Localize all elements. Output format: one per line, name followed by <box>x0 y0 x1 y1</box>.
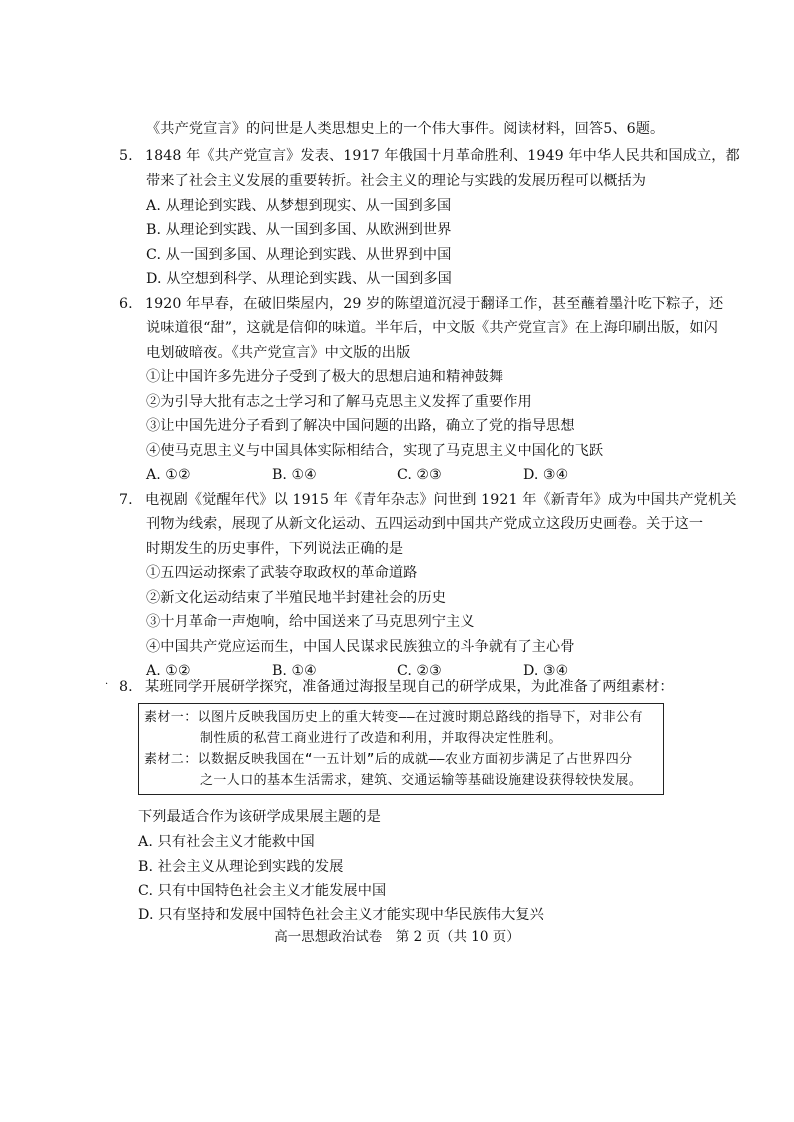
question-8-option-c: C. 只有中国特色社会主义才能发展中国 <box>138 883 387 899</box>
material-1-line-1: 素材一：以图片反映我国历史上的重大转变——在过渡时期总路线的指导下，对非公有 <box>144 710 643 725</box>
scan-dot: · <box>105 679 109 690</box>
question-5-stem-line-2: 带来了社会主义发展的重要转折。社会主义的理论与实践的发展历程可以概括为 <box>146 173 647 189</box>
question-8-option-a: A. 只有社会主义才能救中国 <box>138 834 315 850</box>
question-5-option-d: D. 从空想到科学、从理论到实践、从一国到多国 <box>146 271 452 287</box>
question-6-stem-line-1 <box>119 294 723 314</box>
question-6-stem-text-1: 1920 年早春，在破旧柴屋内，29 岁的陈望道沉浸于翻译工作，甚至蘸着墨汁吃下粽子，还 <box>145 296 724 312</box>
question-6-choice-a: A. ①② <box>146 467 191 483</box>
question-6-choice-d: D. ③④ <box>523 467 569 483</box>
material-1-line-2: 制性质的私营工商业进行了改造和利用，并取得决定性胜利。 <box>200 731 562 746</box>
question-8-stem-text: 某班同学开展研学探究，准备通过海报呈现自己的研学成果，为此准备了两组素材： <box>145 679 674 695</box>
question-7-statement-3: ③十月革命一声炮响，给中国送来了马克思列宁主义 <box>146 614 475 630</box>
question-6-stem-line-3: 电划破暗夜。《共产党宣言》中文版的出版 <box>146 345 411 361</box>
question-6-statement-3: ③让中国先进分子看到了解决中国问题的出路，确立了党的指导思想 <box>146 418 575 434</box>
question-6-statement-1: ①让中国许多先进分子受到了极大的思想启迪和精神鼓舞 <box>146 369 504 385</box>
material-box <box>138 703 664 795</box>
question-5-number: 5. <box>119 148 133 164</box>
question-8-stem <box>119 677 674 697</box>
question-5-stem-text-1: 1848 年《共产党宣言》发表、1917 年俄国十月革命胜利、1949 年中华人民共和国成立，都 <box>145 148 740 164</box>
question-6-statement-4: ④使马克思主义与中国具体实际相结合，实现了马克思主义中国化的飞跃 <box>146 443 604 459</box>
material-2-line-1: 素材二：以数据反映我国在“一五计划”后的成就——农业方面初步满足了占世界四分 <box>144 752 633 767</box>
question-7-statement-1: ①五四运动探索了武装夺取政权的革命道路 <box>146 565 418 581</box>
question-8-option-b: B. 社会主义从理论到实践的发展 <box>138 859 344 875</box>
material-2-line-2: 之一人口的基本生活需求，建筑、交通运输等基础设施建设获得较快发展。 <box>200 773 643 788</box>
question-6-stem-line-2: 说味道很“甜”，这就是信仰的味道。半年后，中文版《共产党宣言》在上海印刷出版，如闪 <box>146 320 718 336</box>
question-5-option-a: A. 从理论到实践、从梦想到现实、从一国到多国 <box>146 198 452 214</box>
question-6-statement-2: ②为引导大批有志之士学习和了解马克思主义发挥了重要作用 <box>146 394 532 410</box>
question-7-choice-b: B. ①④ <box>272 663 317 679</box>
question-5-stem-line-1 <box>119 146 740 166</box>
question-6-choice-b: B. ①④ <box>272 467 317 483</box>
question-7-stem-line-2: 刊物为线索，展现了从新文化运动、五四运动到中国共产党成立这段历史画卷。关于这一 <box>146 516 704 532</box>
question-7-stem-line-1 <box>119 490 737 510</box>
question-7-number: 7. <box>119 492 133 508</box>
page-footer: 高一思想政治试卷 第 2 页（共 10 页） <box>274 929 520 945</box>
question-7-choice-c: C. ②③ <box>397 663 442 679</box>
question-5-option-b: B. 从理论到实践、从一国到多国、从欧洲到世界 <box>146 222 452 238</box>
question-7-stem-text-1: 电视剧《觉醒年代》以 1915 年《青年杂志》问世到 1921 年《新青年》成为中国共产党机关 <box>145 492 737 508</box>
question-6-number: 6. <box>119 296 133 312</box>
question-6-choice-c: C. ②③ <box>397 467 442 483</box>
question-7-choice-d: D. ③④ <box>523 663 569 679</box>
question-8-prompt: 下列最适合作为该研学成果展主题的是 <box>138 809 381 825</box>
question-8-option-d: D. 只有坚持和发展中国特色社会主义才能实现中华民族伟大复兴 <box>138 907 544 923</box>
reading-intro: 《共产党宣言》的问世是人类思想史上的一个伟大事件。阅读材料，回答5、6题。 <box>146 121 665 137</box>
question-7-statement-2: ②新文化运动结束了半殖民地半封建社会的历史 <box>146 590 447 606</box>
question-7-choice-a: A. ①② <box>146 663 191 679</box>
question-5-option-c: C. 从一国到多国、从理论到实践、从世界到中国 <box>146 247 452 263</box>
question-7-stem-line-3: 时期发生的历史事件，下列说法正确的是 <box>146 541 404 557</box>
question-8-number: 8. <box>119 679 133 695</box>
question-7-statement-4: ④中国共产党应运而生，中国人民谋求民族独立的斗争就有了主心骨 <box>146 639 575 655</box>
